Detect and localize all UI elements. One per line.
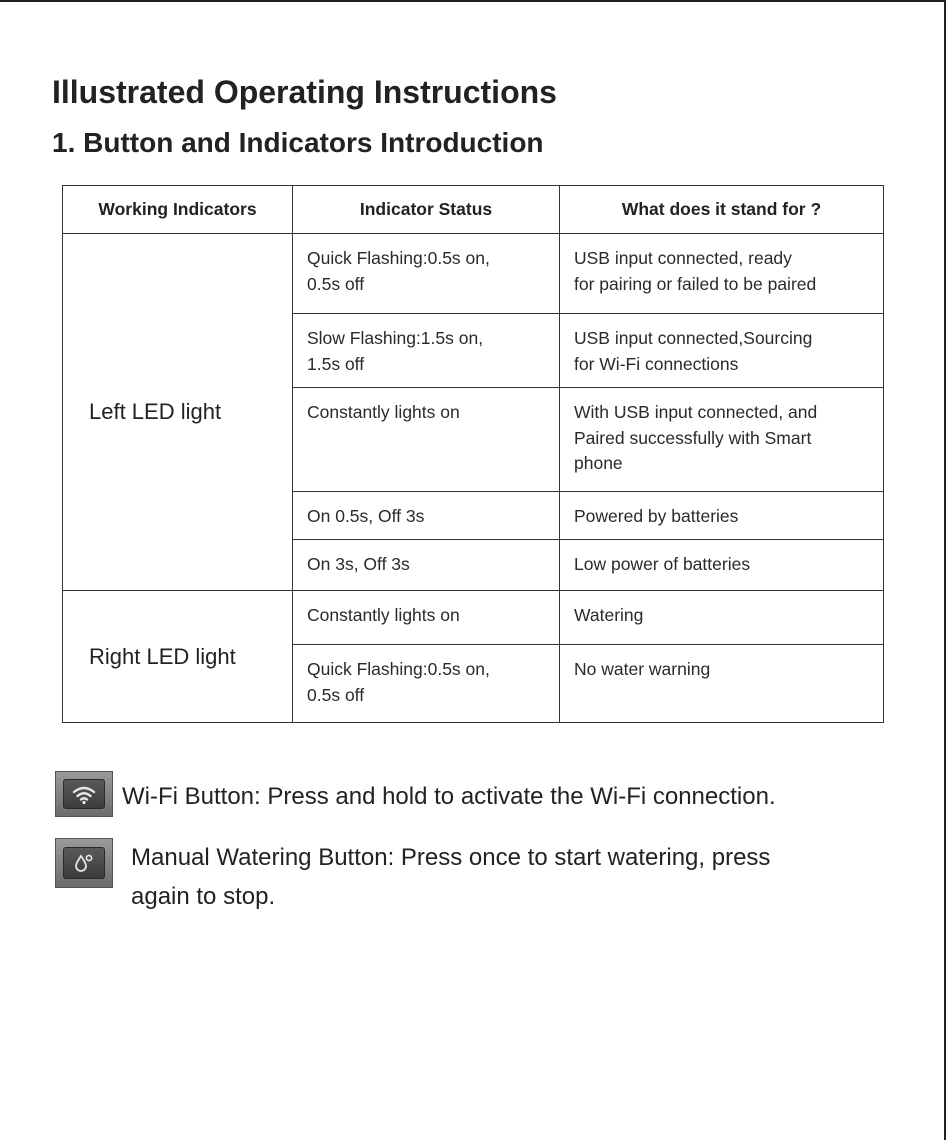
status-line: 1.5s off bbox=[307, 353, 365, 374]
table-header-row bbox=[63, 186, 884, 234]
meaning-cell bbox=[560, 540, 884, 591]
status-line: Quick Flashing:0.5s on, bbox=[307, 248, 490, 268]
meaning-cell bbox=[560, 314, 884, 388]
status-line: Slow Flashing:1.5s on, bbox=[307, 328, 484, 348]
header-meaning: What does it stand for ? bbox=[560, 186, 884, 234]
status-line: 0.5s off bbox=[307, 273, 365, 294]
header-working-indicators: Working Indicators bbox=[63, 186, 293, 234]
indicator-right-led bbox=[63, 591, 293, 723]
meaning-line: Powered by batteries bbox=[574, 506, 739, 526]
meaning-line: Low power of batteries bbox=[574, 554, 751, 574]
meaning-line: With USB input connected, and bbox=[574, 402, 818, 422]
meaning-cell bbox=[560, 591, 884, 645]
status-cell bbox=[293, 314, 560, 388]
wifi-icon bbox=[63, 779, 105, 809]
meaning-line: USB input connected,Sourcing bbox=[574, 328, 813, 348]
meaning-cell bbox=[560, 234, 884, 314]
table-row bbox=[63, 591, 884, 645]
status-line: Constantly lights on bbox=[307, 402, 460, 422]
page-title: Illustrated Operating Instructions bbox=[52, 74, 557, 110]
meaning-line: phone bbox=[574, 453, 623, 473]
wifi-button-image bbox=[55, 771, 113, 817]
water-drop-icon bbox=[63, 847, 105, 879]
meaning-line: for pairing or failed to be paired bbox=[574, 273, 817, 294]
status-line: 0.5s off bbox=[307, 684, 365, 705]
table-row bbox=[63, 234, 884, 314]
meaning-line: for Wi-Fi connections bbox=[574, 353, 739, 374]
section-title: 1. Button and Indicators Introduction bbox=[52, 127, 544, 158]
status-cell bbox=[293, 492, 560, 540]
meaning-line: No water warning bbox=[574, 659, 711, 679]
page-border-right bbox=[944, 0, 946, 1140]
meaning-cell bbox=[560, 645, 884, 723]
meaning-cell bbox=[560, 388, 884, 492]
status-cell bbox=[293, 645, 560, 723]
manual-watering-description-line: Manual Watering Button: Press once to start watering, press bbox=[131, 844, 771, 871]
status-cell bbox=[293, 540, 560, 591]
indicator-label: Left LED light bbox=[89, 399, 222, 424]
meaning-cell bbox=[560, 492, 884, 540]
status-line: On 3s, Off 3s bbox=[307, 554, 410, 574]
header-indicator-status: Indicator Status bbox=[293, 186, 560, 234]
meaning-line: USB input connected, ready bbox=[574, 248, 792, 268]
page-border-top bbox=[0, 0, 946, 2]
status-cell bbox=[293, 388, 560, 492]
indicator-label: Right LED light bbox=[89, 643, 236, 669]
manual-watering-button-image bbox=[55, 838, 113, 888]
manual-watering-description-line: again to stop. bbox=[131, 883, 276, 910]
meaning-line: Watering bbox=[574, 605, 644, 625]
status-cell bbox=[293, 234, 560, 314]
meaning-line: Paired successfully with Smart bbox=[574, 427, 812, 448]
indicator-table bbox=[62, 185, 884, 723]
status-cell bbox=[293, 591, 560, 645]
indicator-left-led bbox=[63, 234, 293, 591]
status-line: On 0.5s, Off 3s bbox=[307, 506, 425, 526]
status-line: Constantly lights on bbox=[307, 605, 460, 625]
wifi-button-description: Wi-Fi Button: Press and hold to activate the Wi-Fi connection. bbox=[122, 783, 776, 810]
status-line: Quick Flashing:0.5s on, bbox=[307, 659, 490, 679]
